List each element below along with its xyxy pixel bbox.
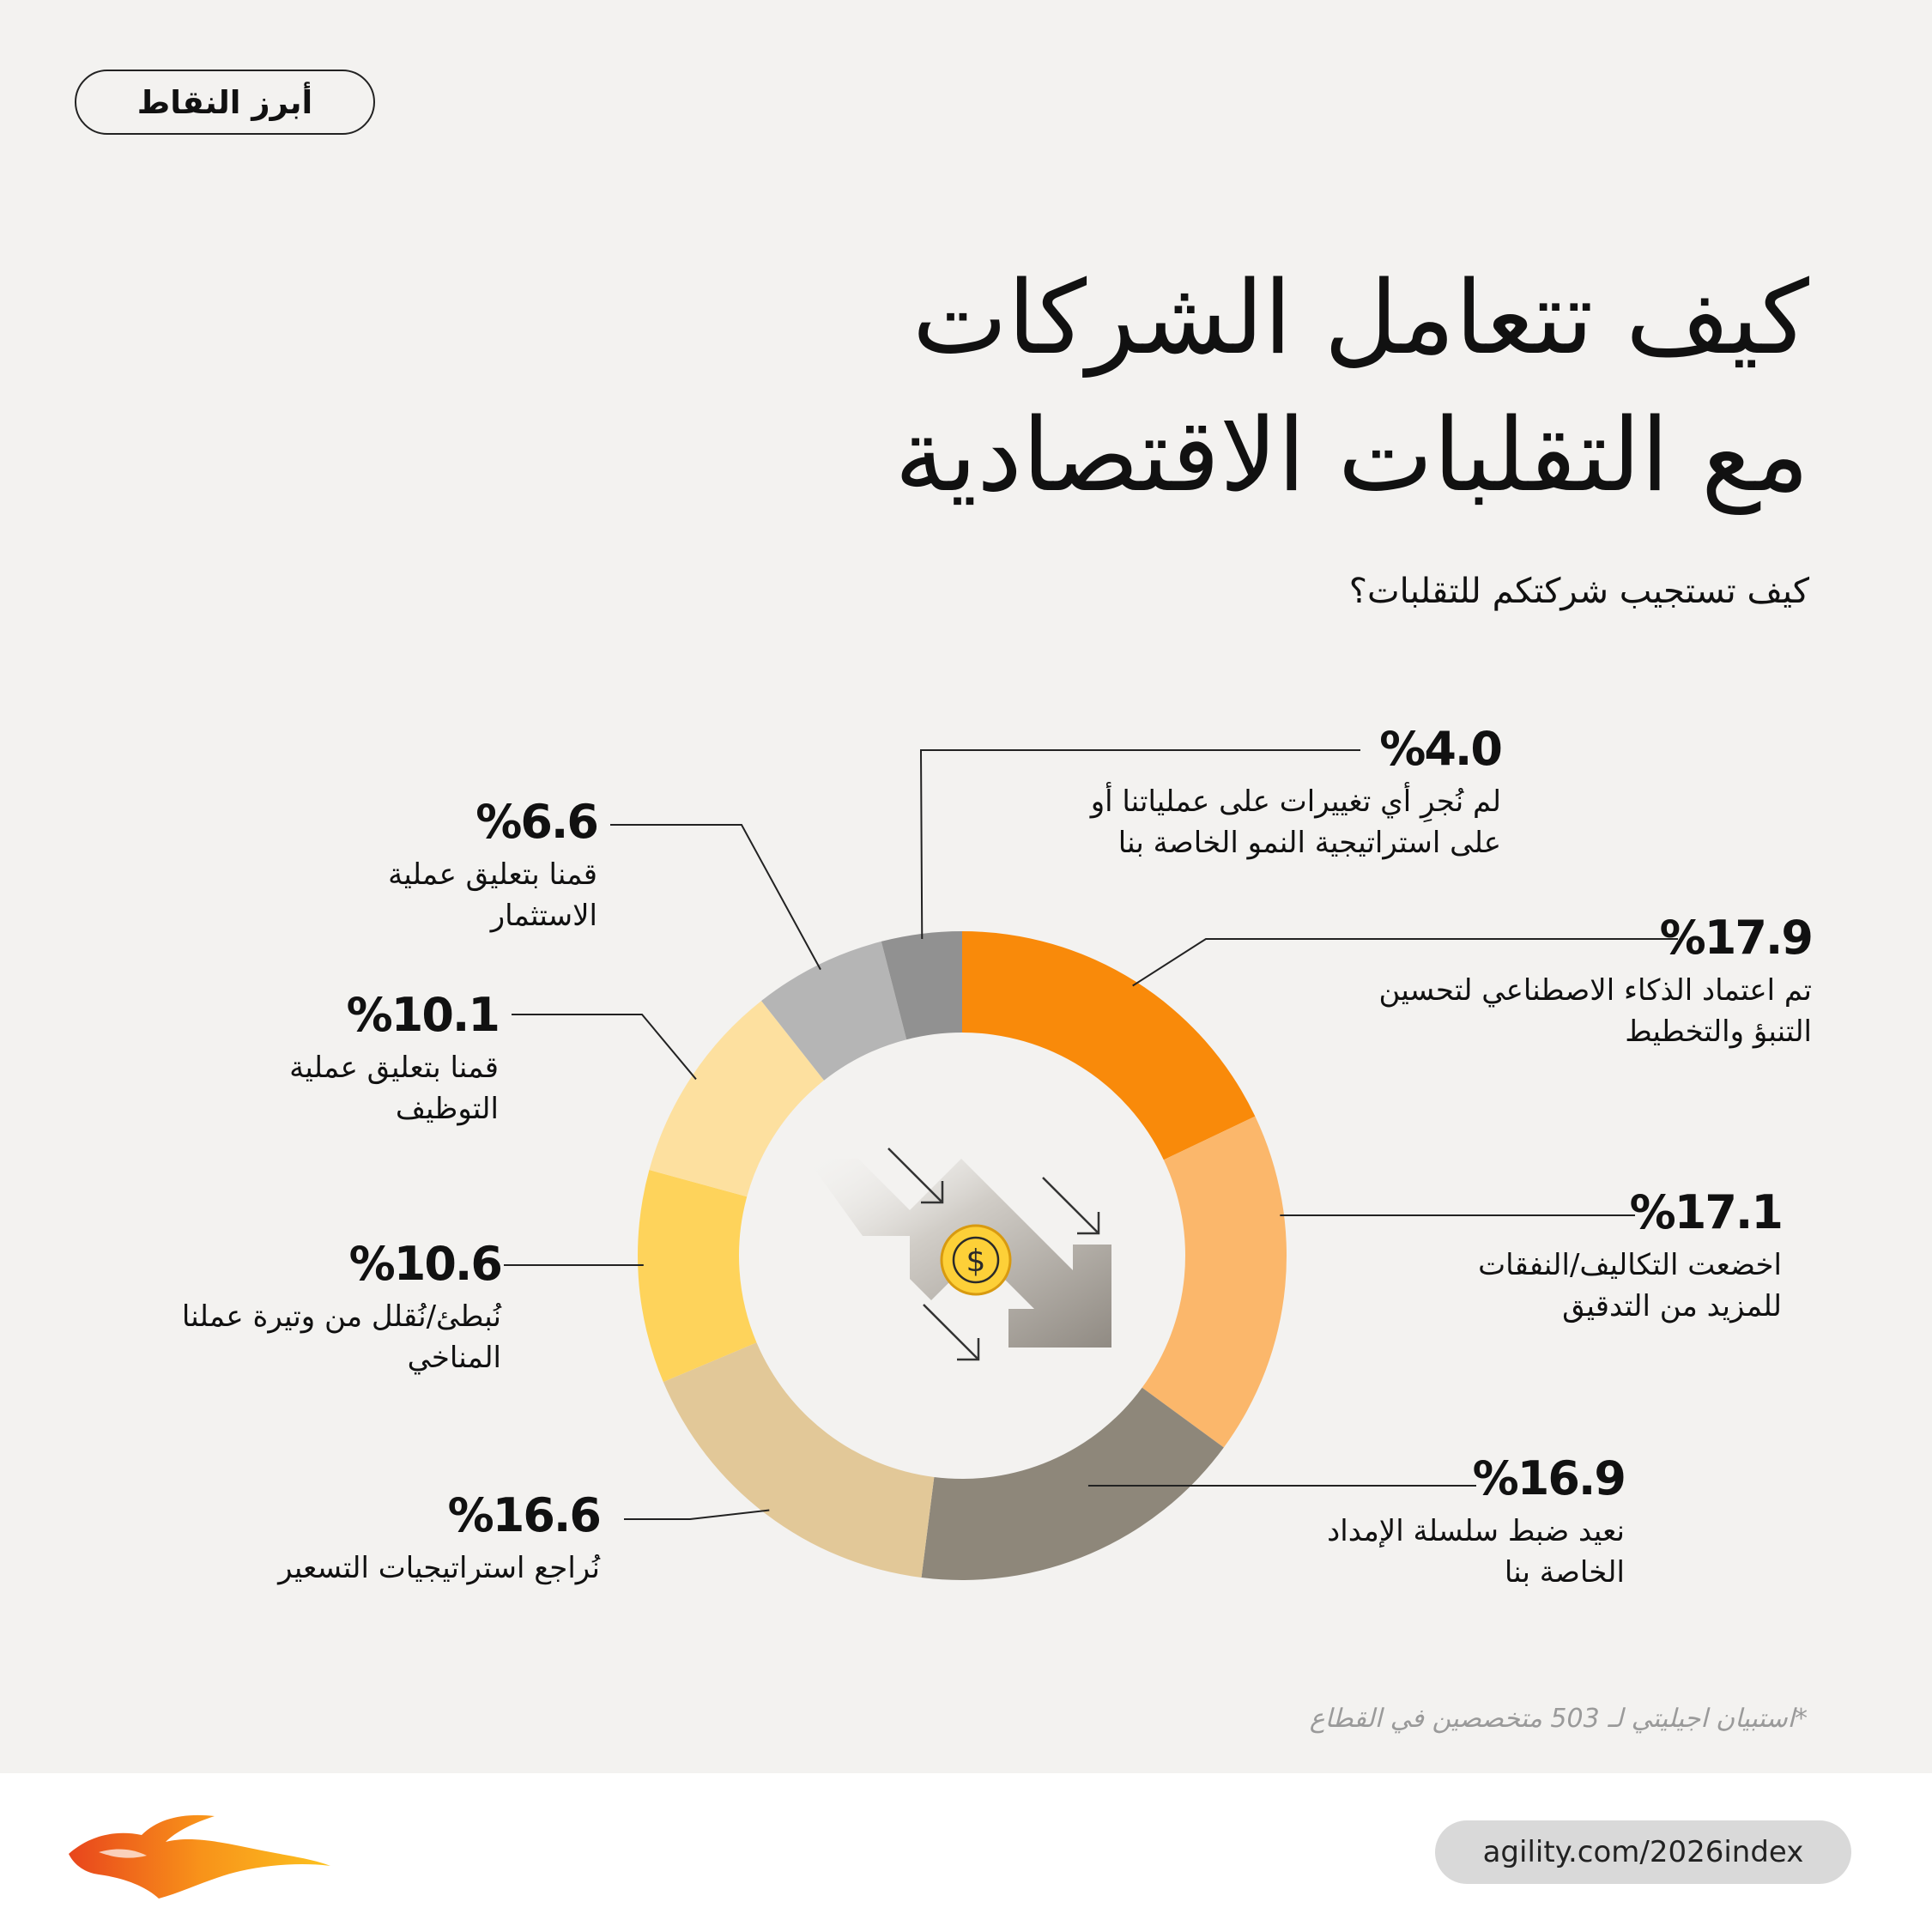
donut-slice-2	[922, 1388, 1224, 1580]
donut-slice-1	[1142, 1117, 1287, 1448]
dollar-coin-icon	[942, 1226, 1010, 1294]
pct-hiring: %10.1	[346, 988, 499, 1042]
desc-line: الاستثمار	[490, 899, 597, 933]
donut-slice-0	[962, 931, 1255, 1160]
desc-line: نعيد ضبط سلسلة الإمداد	[1327, 1514, 1625, 1548]
title-line-2: مع التقلبات الاقتصادية	[894, 396, 1809, 514]
highlights-badge: أبرز النقاط	[75, 70, 375, 135]
desc-line: التوظيف	[395, 1092, 499, 1126]
desc-line: لم نُجرِ أي تغييرات على عملياتنا أو	[1090, 784, 1501, 819]
leader-line-6	[610, 825, 821, 970]
desc-line: قمنا بتعليق عملية	[289, 1051, 499, 1085]
label-no-changes	[1091, 723, 1501, 863]
leader-line-5	[512, 1014, 696, 1079]
desc-line: المناخي	[407, 1341, 501, 1375]
pct-ai-forecasting: %17.9	[1659, 911, 1812, 965]
leader-line-3	[624, 1510, 769, 1519]
website-link[interactable]: agility.com/2026index	[1435, 1820, 1851, 1884]
pct-cost-scrutiny: %17.1	[1629, 1185, 1782, 1239]
desc-line: قمنا بتعليق عملية	[388, 857, 597, 892]
pct-supply-chain: %16.9	[1472, 1451, 1625, 1505]
desc-line: الخاصة بنا	[1504, 1555, 1625, 1590]
footnote: *استبيان اجيليتي لـ 503 متخصصين في القطاع	[1309, 1704, 1808, 1734]
label-supply-chain	[1327, 1452, 1625, 1593]
svg-text:$: $	[966, 1244, 986, 1279]
pct-pricing: %16.6	[447, 1488, 600, 1542]
desc-line: اخضعت التكاليف/النفقات	[1478, 1248, 1782, 1282]
desc-line: تم اعتماد الذكاء الاصطناعي لتحسين	[1378, 973, 1812, 1008]
label-ai-forecasting	[1378, 911, 1812, 1052]
title-line-1: كيف تتعامل الشركات	[911, 258, 1809, 377]
pct-climate: %10.6	[348, 1237, 501, 1291]
label-hiring	[289, 989, 499, 1130]
label-cost-scrutiny	[1478, 1186, 1782, 1327]
label-investment	[388, 796, 597, 936]
desc-line: نُراجع استراتيجيات التسعير	[278, 1551, 600, 1585]
survey-question: كيف تستجيب شركتكم للتقلبات؟	[1348, 572, 1809, 611]
desc-line: نُبطئ/نُقلل من وتيرة عملنا	[181, 1299, 501, 1334]
pct-investment: %6.6	[475, 795, 597, 849]
label-climate	[182, 1238, 501, 1378]
label-pricing	[278, 1489, 600, 1589]
phoenix-logo	[64, 1809, 339, 1904]
pct-no-changes: %4.0	[1379, 722, 1501, 776]
desc-line: التنبؤ والتخطيط	[1625, 1014, 1812, 1049]
desc-line: على استراتيجية النمو الخاصة بنا	[1117, 826, 1501, 860]
donut-slice-3	[663, 1342, 935, 1578]
desc-line: للمزيد من التدقيق	[1562, 1289, 1782, 1323]
